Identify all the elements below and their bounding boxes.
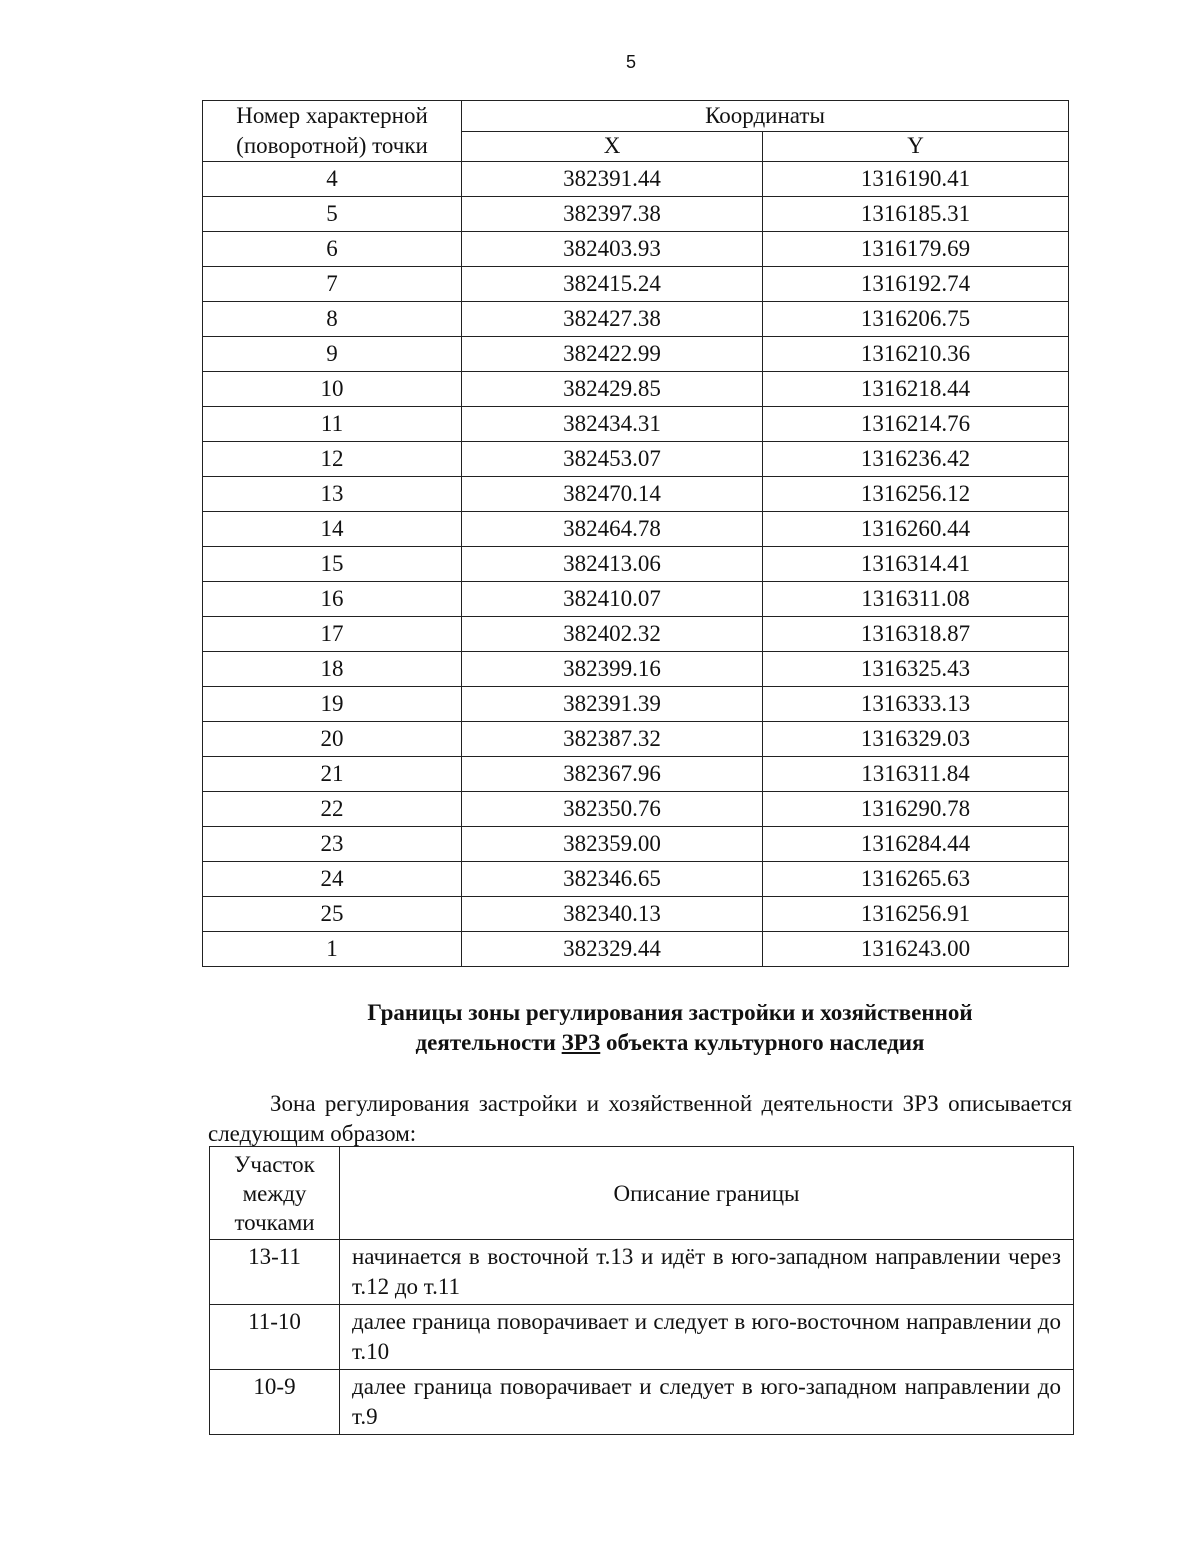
point-number-cell: 24 bbox=[203, 862, 462, 897]
description-header: Описание границы bbox=[340, 1147, 1074, 1240]
table-row bbox=[203, 827, 1069, 862]
table-row bbox=[203, 652, 1069, 687]
segment-cell: 10-9 bbox=[210, 1370, 340, 1435]
x-coordinate-cell: 382367.96 bbox=[462, 757, 763, 792]
point-number-cell: 11 bbox=[203, 407, 462, 442]
table-row bbox=[203, 407, 1069, 442]
x-coordinate-cell: 382453.07 bbox=[462, 442, 763, 477]
point-number-cell: 5 bbox=[203, 197, 462, 232]
table-row bbox=[203, 617, 1069, 652]
point-number-cell: 4 bbox=[203, 162, 462, 197]
point-number-cell: 10 bbox=[203, 372, 462, 407]
segment-header-line2: между bbox=[242, 1180, 307, 1206]
description-cell: далее граница поворачивает и следует в юго-западном направлении до т.9 bbox=[340, 1370, 1074, 1435]
zrz-abbreviation: ЗРЗ bbox=[561, 1030, 601, 1055]
y-coordinate-cell: 1316329.03 bbox=[763, 722, 1069, 757]
table-row bbox=[210, 1305, 1074, 1370]
x-coordinate-cell: 382403.93 bbox=[462, 232, 763, 267]
x-coordinate-cell: 382429.85 bbox=[462, 372, 763, 407]
table-row bbox=[203, 547, 1069, 582]
table-row bbox=[203, 267, 1069, 302]
point-number-cell: 12 bbox=[203, 442, 462, 477]
y-coordinate-cell: 1316311.84 bbox=[763, 757, 1069, 792]
x-coordinate-cell: 382350.76 bbox=[462, 792, 763, 827]
x-coordinate-cell: 382422.99 bbox=[462, 337, 763, 372]
table-row bbox=[203, 897, 1069, 932]
section-title bbox=[200, 998, 1140, 1058]
table-row bbox=[203, 582, 1069, 617]
table-row bbox=[210, 1240, 1074, 1305]
segment-cell: 11-10 bbox=[210, 1305, 340, 1370]
table-row bbox=[203, 932, 1069, 967]
x-coordinate-cell: 382427.38 bbox=[462, 302, 763, 337]
table-row bbox=[203, 232, 1069, 267]
point-number-header-line1: Номер характерной bbox=[236, 103, 428, 128]
description-cell: далее граница поворачивает и следует в юго-восточном направлении до т.10 bbox=[340, 1305, 1074, 1370]
table-row bbox=[203, 757, 1069, 792]
y-header: Y bbox=[763, 131, 1069, 162]
segment-cell: 13-11 bbox=[210, 1240, 340, 1305]
table-row bbox=[203, 512, 1069, 547]
point-number-cell: 14 bbox=[203, 512, 462, 547]
y-coordinate-cell: 1316290.78 bbox=[763, 792, 1069, 827]
segment-header-line1: Участок bbox=[234, 1151, 315, 1177]
point-number-cell: 16 bbox=[203, 582, 462, 617]
y-coordinate-cell: 1316256.12 bbox=[763, 477, 1069, 512]
point-number-cell: 13 bbox=[203, 477, 462, 512]
x-coordinate-cell: 382399.16 bbox=[462, 652, 763, 687]
section-title-line2-end: объекта культурного наследия bbox=[600, 1030, 925, 1055]
x-coordinate-cell: 382470.14 bbox=[462, 477, 763, 512]
y-coordinate-cell: 1316314.41 bbox=[763, 547, 1069, 582]
description-cell: начинается в восточной т.13 и идёт в юго-западном направлении через т.12 до т.11 bbox=[340, 1240, 1074, 1305]
y-coordinate-cell: 1316333.13 bbox=[763, 687, 1069, 722]
y-coordinate-cell: 1316243.00 bbox=[763, 932, 1069, 967]
x-coordinate-cell: 382346.65 bbox=[462, 862, 763, 897]
y-coordinate-cell: 1316236.42 bbox=[763, 442, 1069, 477]
y-coordinate-cell: 1316185.31 bbox=[763, 197, 1069, 232]
intro-paragraph bbox=[208, 1089, 1072, 1149]
x-coordinate-cell: 382410.07 bbox=[462, 582, 763, 617]
y-coordinate-cell: 1316218.44 bbox=[763, 372, 1069, 407]
point-number-cell: 19 bbox=[203, 687, 462, 722]
point-number-cell: 18 bbox=[203, 652, 462, 687]
y-coordinate-cell: 1316265.63 bbox=[763, 862, 1069, 897]
point-number-cell: 9 bbox=[203, 337, 462, 372]
x-coordinate-cell: 382340.13 bbox=[462, 897, 763, 932]
point-number-cell: 8 bbox=[203, 302, 462, 337]
segment-header-line3: точками bbox=[234, 1209, 315, 1235]
table-row bbox=[203, 197, 1069, 232]
y-coordinate-cell: 1316325.43 bbox=[763, 652, 1069, 687]
table-row bbox=[203, 442, 1069, 477]
section-title-line2-start: деятельности bbox=[415, 1030, 562, 1055]
segment-header bbox=[210, 1147, 340, 1240]
point-number-cell: 20 bbox=[203, 722, 462, 757]
table-row bbox=[203, 722, 1069, 757]
table-row bbox=[203, 687, 1069, 722]
coordinates-table-body bbox=[203, 162, 1069, 967]
y-coordinate-cell: 1316206.75 bbox=[763, 302, 1069, 337]
y-coordinate-cell: 1316192.74 bbox=[763, 267, 1069, 302]
y-coordinate-cell: 1316190.41 bbox=[763, 162, 1069, 197]
point-number-cell: 15 bbox=[203, 547, 462, 582]
table-row bbox=[203, 477, 1069, 512]
coordinates-header: Координаты bbox=[462, 101, 1069, 132]
y-coordinate-cell: 1316284.44 bbox=[763, 827, 1069, 862]
x-coordinate-cell: 382402.32 bbox=[462, 617, 763, 652]
point-number-header bbox=[203, 101, 462, 162]
intro-text: Зона регулирования застройки и хозяйственной деятельности ЗРЗ описывается следующим образом: bbox=[208, 1091, 1072, 1146]
point-number-cell: 17 bbox=[203, 617, 462, 652]
table-row bbox=[203, 372, 1069, 407]
x-coordinate-cell: 382391.39 bbox=[462, 687, 763, 722]
x-coordinate-cell: 382329.44 bbox=[462, 932, 763, 967]
y-coordinate-cell: 1316214.76 bbox=[763, 407, 1069, 442]
x-coordinate-cell: 382464.78 bbox=[462, 512, 763, 547]
table-row bbox=[203, 792, 1069, 827]
point-number-header-line2: (поворотной) точки bbox=[236, 133, 428, 158]
x-coordinate-cell: 382415.24 bbox=[462, 267, 763, 302]
point-number-cell: 21 bbox=[203, 757, 462, 792]
table-row bbox=[203, 162, 1069, 197]
y-coordinate-cell: 1316318.87 bbox=[763, 617, 1069, 652]
table-row bbox=[203, 862, 1069, 897]
x-coordinate-cell: 382387.32 bbox=[462, 722, 763, 757]
y-coordinate-cell: 1316256.91 bbox=[763, 897, 1069, 932]
border-description-table bbox=[209, 1146, 1074, 1435]
section-title-line1: Границы зоны регулирования застройки и хозяйственной bbox=[367, 1000, 973, 1025]
point-number-cell: 22 bbox=[203, 792, 462, 827]
y-coordinate-cell: 1316210.36 bbox=[763, 337, 1069, 372]
x-coordinate-cell: 382391.44 bbox=[462, 162, 763, 197]
point-number-cell: 25 bbox=[203, 897, 462, 932]
point-number-cell: 6 bbox=[203, 232, 462, 267]
x-coordinate-cell: 382413.06 bbox=[462, 547, 763, 582]
border-table-body bbox=[210, 1240, 1074, 1435]
point-number-cell: 1 bbox=[203, 932, 462, 967]
table-row bbox=[210, 1370, 1074, 1435]
point-number-cell: 7 bbox=[203, 267, 462, 302]
x-header: X bbox=[462, 131, 763, 162]
coordinates-table bbox=[202, 100, 1069, 967]
x-coordinate-cell: 382397.38 bbox=[462, 197, 763, 232]
table-row bbox=[203, 337, 1069, 372]
y-coordinate-cell: 1316311.08 bbox=[763, 582, 1069, 617]
x-coordinate-cell: 382359.00 bbox=[462, 827, 763, 862]
page-number: 5 bbox=[625, 52, 636, 72]
y-coordinate-cell: 1316260.44 bbox=[763, 512, 1069, 547]
table-row bbox=[203, 302, 1069, 337]
x-coordinate-cell: 382434.31 bbox=[462, 407, 763, 442]
point-number-cell: 23 bbox=[203, 827, 462, 862]
y-coordinate-cell: 1316179.69 bbox=[763, 232, 1069, 267]
